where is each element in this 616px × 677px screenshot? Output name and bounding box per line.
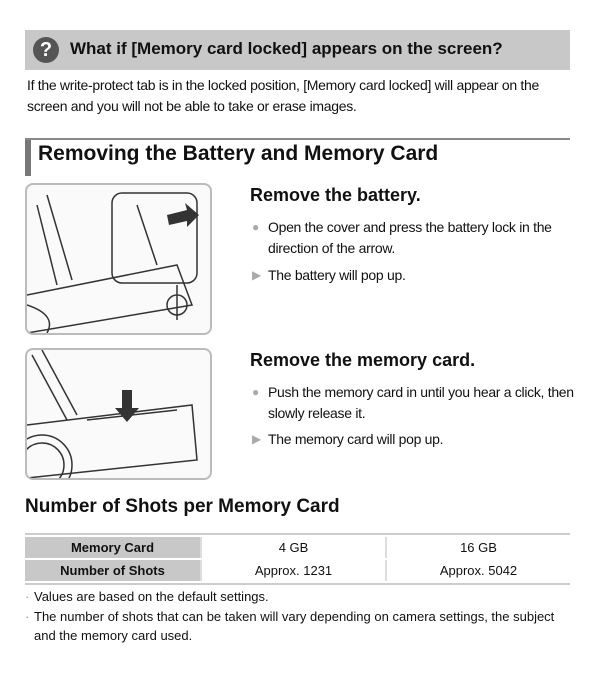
section-divider — [25, 138, 570, 140]
step-2-action: ● Push the memory card in until you hear a click, then slowly release it. — [252, 384, 574, 421]
table-cell: 4 GB — [200, 537, 385, 558]
table-cell: Approx. 5042 — [385, 560, 570, 581]
table-cell: 16 GB — [385, 537, 570, 558]
step-2-result: ▶ The memory card will pop up. — [252, 429, 582, 450]
tip-header — [25, 30, 570, 70]
header-cell: Number of Shots — [25, 560, 200, 581]
table-row — [25, 560, 570, 581]
bullet-icon: ● — [252, 220, 259, 234]
table-row — [25, 537, 570, 558]
question-icon: ? — [33, 37, 59, 63]
note-text: Values are based on the default settings. — [34, 589, 269, 604]
note — [25, 607, 575, 645]
note — [25, 587, 575, 606]
memory-card-illustration — [25, 348, 212, 480]
section-title: Removing the Battery and Memory Card — [38, 142, 439, 165]
step-1-title: Remove the battery. — [250, 185, 421, 205]
arrow-icon: ▶ — [252, 268, 261, 282]
bullet-icon: ● — [252, 385, 259, 399]
note-text: The number of shots that can be taken will vary depending on camera settings, the subject and the memory card used. — [34, 609, 555, 643]
step-1-result: ▶ The battery will pop up. — [252, 265, 582, 286]
header-cell: Memory Card — [25, 537, 200, 558]
note-marker: · — [25, 609, 30, 624]
arrow-icon: ▶ — [252, 432, 261, 446]
shots-title: Number of Shots per Memory Card — [25, 496, 340, 517]
shots-table — [25, 533, 570, 585]
tip-title: What if [Memory card locked] appears on the screen? — [70, 39, 503, 58]
battery-illustration — [25, 183, 212, 335]
note-marker: · — [25, 589, 30, 604]
section-bar — [25, 140, 31, 176]
table-cell: Approx. 1231 — [200, 560, 385, 581]
tip-text: If the write-protect tab is in the locked position, [Memory card locked] will appear on the screen and you will not be able to take or erase images. — [27, 77, 539, 114]
step-1-action: ● Open the cover and press the battery lock in the direction of the arrow. — [252, 219, 552, 256]
step-2-title: Remove the memory card. — [250, 350, 476, 370]
